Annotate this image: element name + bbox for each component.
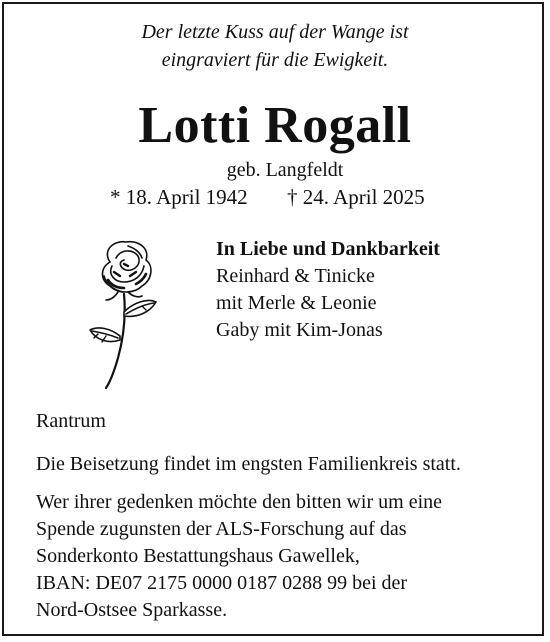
family-heading: In Liebe und Dankbarkeit (216, 238, 440, 260)
death-date: † 24. April 2025 (287, 185, 425, 209)
donation-line-3: Sonderkonto Bestattungshaus Gawellek, (36, 545, 360, 567)
donation-line-4: IBAN: DE07 2175 0000 0187 0288 99 bei der (36, 572, 408, 594)
donation-line-5: Nord-Ostsee Sparkasse. (36, 599, 228, 621)
family-line-2: mit Merle & Leonie (216, 292, 377, 314)
family-line-1: Reinhard & Tinicke (216, 265, 375, 287)
verse (0, 18, 550, 74)
deceased-name: Lotti Rogall (138, 97, 412, 154)
birth-date: * 18. April 1942 (110, 185, 248, 209)
place: Rantrum (36, 410, 106, 432)
verse-line-1: Der letzte Kuss auf der Wange ist (141, 21, 409, 43)
donation-line-1: Wer ihrer gedenken möchte den bitten wir um eine (36, 491, 443, 513)
verse-line-2: eingraviert für die Ewigkeit. (161, 49, 389, 71)
family-block (216, 236, 440, 344)
family-line-3: Gaby mit Kim-Jonas (216, 319, 383, 341)
maiden-name: geb. Langfeldt (226, 159, 344, 181)
donation-note (36, 489, 442, 624)
donation-line-2: Spende zugunsten der ALS-Forschung auf das (36, 518, 407, 540)
rose-icon (84, 236, 162, 394)
funeral-note: Die Beisetzung findet im engsten Familienkreis statt. (36, 453, 461, 475)
